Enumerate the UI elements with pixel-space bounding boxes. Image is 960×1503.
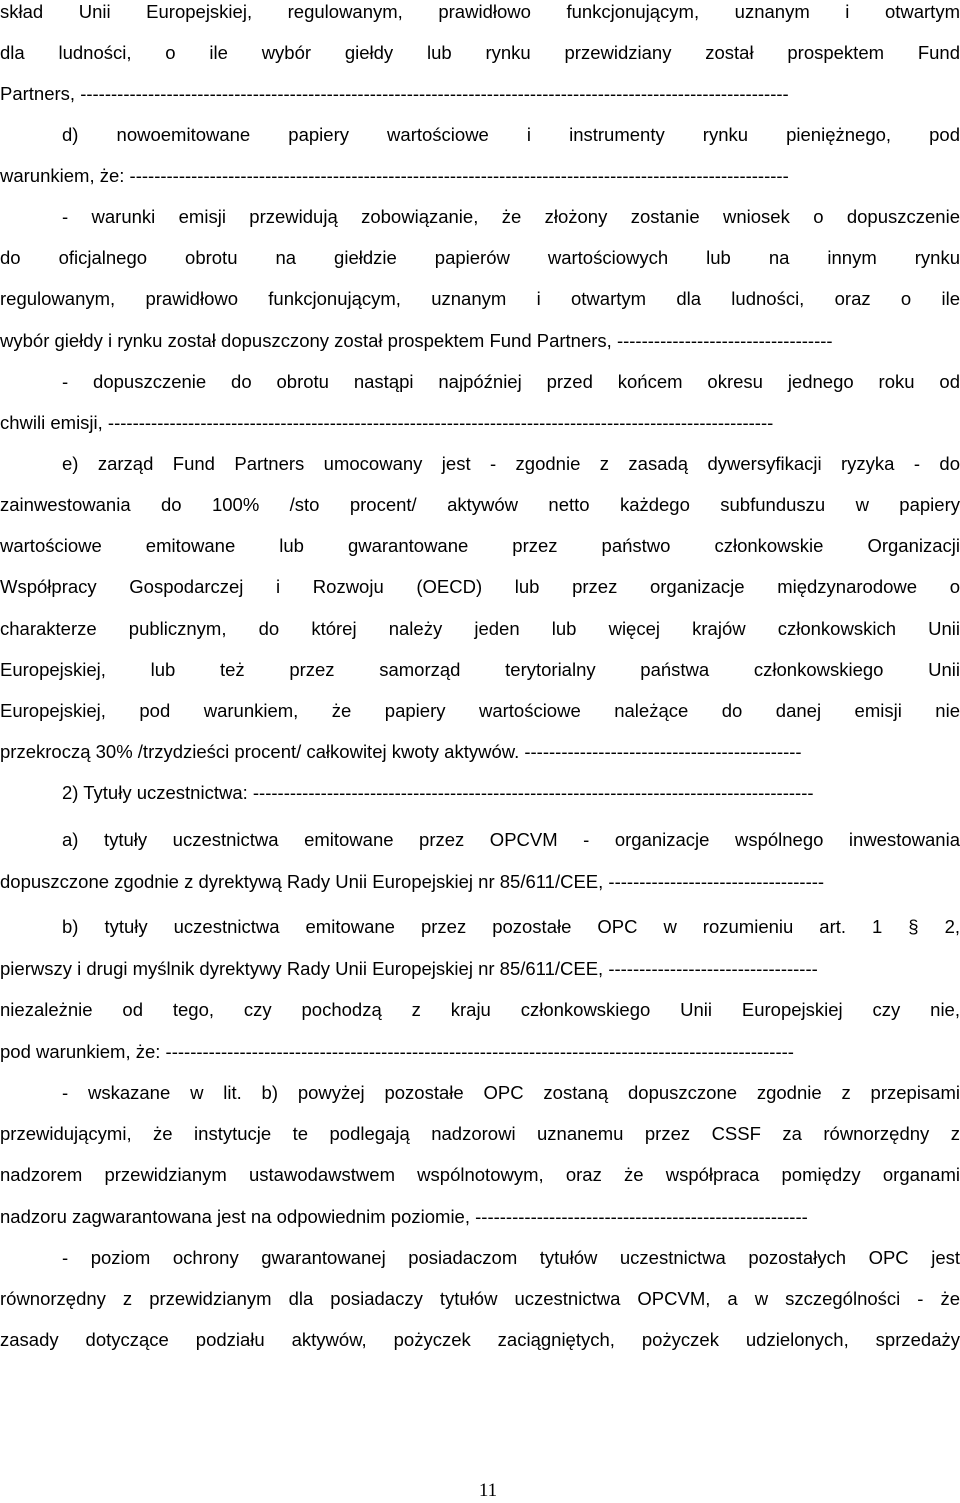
text-line: 2) Tytuły uczestnictwa: ------------------------------------------------------------------------------------------- bbox=[62, 782, 814, 803]
text-line: dla ludności, o ile wybór giełdy lub rynku przewidziany został prospektem Fund bbox=[0, 42, 960, 63]
text-line: przewidującymi, że instytucje te podlegają nadzorowi uznanemu przez CSSF za równorzędny z bbox=[0, 1123, 960, 1144]
text-line: d) nowoemitowane papiery wartościowe i instrumenty rynku pieniężnego, pod bbox=[62, 124, 960, 145]
text-line: chwili emisji, ------------------------------------------------------------------------------------------------------------ bbox=[0, 412, 774, 433]
page-number: 11 bbox=[478, 1480, 498, 1501]
text-line: - poziom ochrony gwarantowanej posiadaczom tytułów uczestnictwa pozostałych OPC jest bbox=[62, 1247, 960, 1268]
text-line: - dopuszczenie do obrotu nastąpi najpóźniej przed końcem okresu jednego roku od bbox=[62, 371, 960, 392]
text-line: b) tytuły uczestnictwa emitowane przez pozostałe OPC w rozumieniu art. 1 § 2, bbox=[62, 916, 960, 937]
text-line: Współpracy Gospodarczej i Rozwoju (OECD) lub przez organizacje międzynarodowe o bbox=[0, 576, 960, 597]
text-line: nadzorem przewidzianym ustawodawstwem wspólnotowym, oraz że współpraca pomiędzy organami bbox=[0, 1164, 960, 1185]
text-line: Europejskiej, lub też przez samorząd terytorialny państwa członkowskiego Unii bbox=[0, 659, 960, 680]
text-line: - wskazane w lit. b) powyżej pozostałe OPC zostaną dopuszczone zgodnie z przepisami bbox=[62, 1082, 960, 1103]
text-line: zasady dotyczące podziału aktywów, pożyczek zaciągniętych, pożyczek udzielonych, sprzedaży bbox=[0, 1329, 960, 1350]
text-line: a) tytuły uczestnictwa emitowane przez OPCVM - organizacje wspólnego inwestowania bbox=[62, 829, 960, 850]
text-line: wybór giełdy i rynku został dopuszczony został prospektem Fund Partners, ----------------------------------- bbox=[0, 330, 833, 351]
text-line: przekroczą 30% /trzydzieści procent/ całkowitej kwoty aktywów. --------------------------------------------- bbox=[0, 741, 802, 762]
text-line: Partners, ------------------------------------------------------------------------------------------------------------------- bbox=[0, 83, 789, 104]
text-line: do oficjalnego obrotu na giełdzie papierów wartościowych lub na innym rynku bbox=[0, 247, 960, 268]
text-line: e) zarząd Fund Partners umocowany jest - zgodnie z zasadą dywersyfikacji ryzyka - do bbox=[62, 453, 960, 474]
text-line: pierwszy i drugi myślnik dyrektywy Rady Unii Europejskiej nr 85/611/CEE, ---------------------------------- bbox=[0, 958, 818, 979]
text-line: skład Unii Europejskiej, regulowanym, prawidłowo funkcjonującym, uznanym i otwartym bbox=[0, 1, 960, 22]
text-line: dopuszczone zgodnie z dyrektywą Rady Unii Europejskiej nr 85/611/CEE, ----------------------------------- bbox=[0, 871, 825, 892]
text-line: nadzoru zagwarantowana jest na odpowiednim poziomie, ------------------------------------------------------ bbox=[0, 1206, 808, 1227]
text-line: równorzędny z przewidzianym dla posiadaczy tytułów uczestnictwa OPCVM, a w szczególności - że bbox=[0, 1288, 960, 1309]
text-line: - warunki emisji przewidują zobowiązanie, że złożony zostanie wniosek o dopuszczenie bbox=[62, 206, 960, 227]
text-line: regulowanym, prawidłowo funkcjonującym, uznanym i otwartym dla ludności, oraz o ile bbox=[0, 288, 960, 309]
text-line: warunkiem, że: ----------------------------------------------------------------------------------------------------------- bbox=[0, 165, 789, 186]
text-line: charakterze publicznym, do której należy jeden lub więcej krajów członkowskich Unii bbox=[0, 618, 960, 639]
text-line: Europejskiej, pod warunkiem, że papiery wartościowe należące do danej emisji nie bbox=[0, 700, 960, 721]
text-line: niezależnie od tego, czy pochodzą z kraju członkowskiego Unii Europejskiej czy nie, bbox=[0, 999, 960, 1020]
text-line: pod warunkiem, że: ------------------------------------------------------------------------------------------------------ bbox=[0, 1041, 794, 1062]
text-line: zainwestowania do 100% /sto procent/ aktywów netto każdego subfunduszu w papiery bbox=[0, 494, 960, 515]
text-line: wartościowe emitowane lub gwarantowane przez państwo członkowskie Organizacji bbox=[0, 535, 960, 556]
